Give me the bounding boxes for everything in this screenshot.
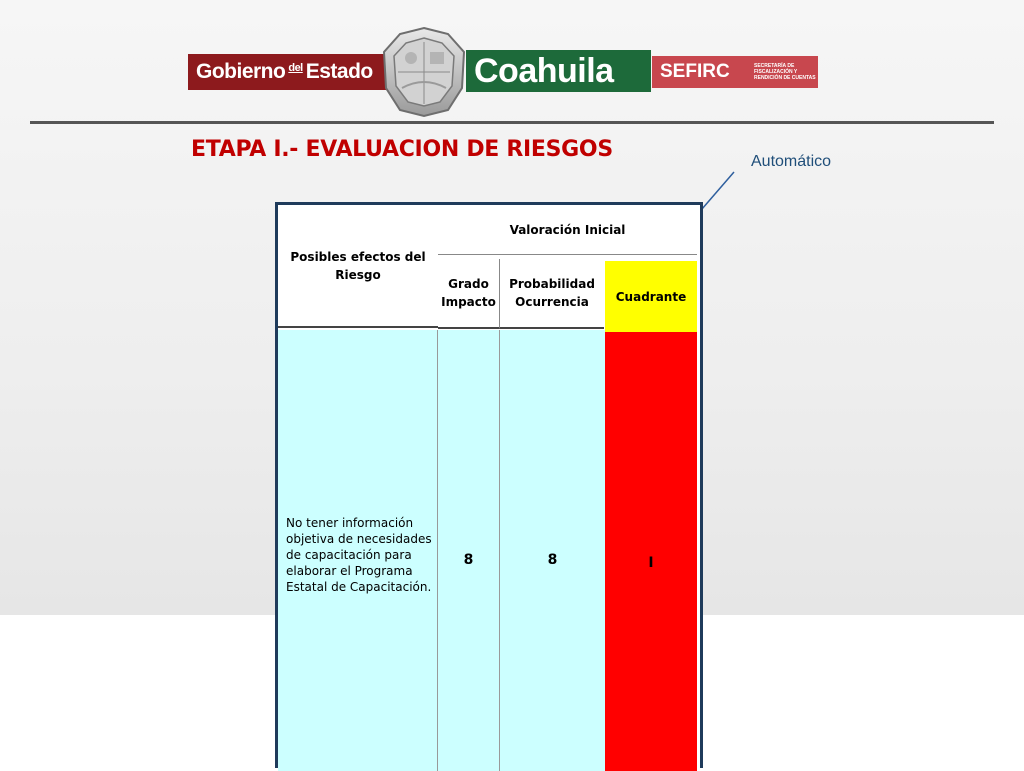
cell-cuadrante: I — [605, 332, 697, 771]
logo-estado-text: Estado — [305, 60, 373, 83]
logo-state-text: Coahuila — [474, 51, 614, 90]
logo-del-text: del — [288, 62, 303, 74]
logo-agency-subtitle: SECRETARÍA DE FISCALIZACIÓN Y RENDICIÓN DE CUENTAS — [754, 63, 816, 81]
logo-gobierno-block — [188, 54, 388, 90]
header-divider — [30, 121, 994, 124]
logo-agency-text: SEFIRC — [660, 61, 730, 82]
annotation-label: Automático — [751, 153, 832, 170]
government-logo — [188, 26, 818, 118]
header-posibles-efectos: Posibles efectos del Riesgo — [278, 205, 438, 328]
slide-title: ETAPA I.- EVALUACION DE RIESGOS — [191, 137, 613, 162]
cell-posibles-efectos: No tener información objetiva de necesidades de capacitación para elaborar el Programa Estatal de Capacitación. — [278, 330, 438, 771]
logo-gobierno-text: Gobierno — [196, 60, 286, 83]
header-probabilidad-ocurrencia: Probabilidad Ocurrencia — [500, 259, 604, 329]
logo-coahuila-block — [466, 50, 651, 92]
header-valoracion-inicial: Valoración Inicial — [438, 205, 697, 255]
cell-probabilidad-ocurrencia: 8 — [500, 330, 605, 771]
coat-of-arms-icon — [378, 26, 470, 118]
cell-grado-impacto: 8 — [438, 330, 500, 771]
logo-sefirc-block — [652, 56, 818, 88]
header-grado-impacto: Grado Impacto — [438, 259, 500, 329]
risk-evaluation-table — [275, 202, 703, 768]
header-cuadrante: Cuadrante — [605, 261, 697, 332]
